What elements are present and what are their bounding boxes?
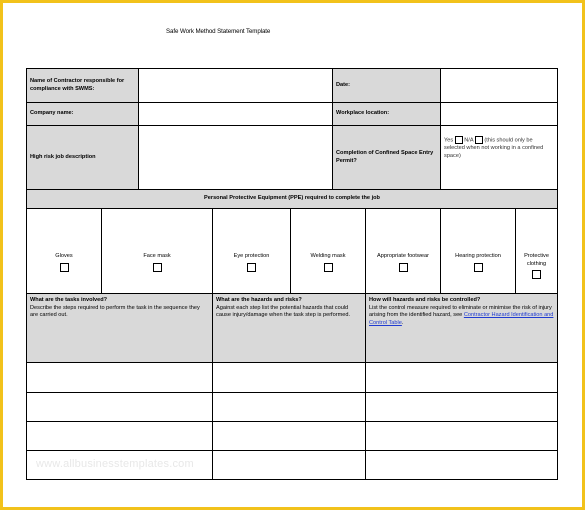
controls-description: [369, 305, 554, 328]
table-row: [27, 422, 558, 451]
tasks-title: What are the tasks involved?: [30, 297, 108, 303]
controls-description-text: List the control measure required to eliminate or minimise the risk of injury arising from the identified hazard, see: [369, 304, 552, 319]
task-cell[interactable]: [27, 363, 213, 393]
task-cell[interactable]: [27, 393, 213, 422]
company-label: Company name:: [27, 103, 139, 126]
workplace-input[interactable]: [441, 103, 558, 126]
control-cell[interactable]: [366, 393, 558, 422]
controls-title: How will hazards and risks be controlled?: [369, 297, 481, 303]
hazard-table-link[interactable]: Contractor Hazard Identification and Control Table: [369, 312, 554, 326]
hazard-cell[interactable]: [213, 393, 366, 422]
hazard-cell[interactable]: [213, 451, 366, 480]
date-input[interactable]: [441, 69, 558, 103]
tasks-description: Describe the steps required to perform the task in the sequence they are carried out.: [30, 304, 200, 319]
hazard-cell[interactable]: [213, 363, 366, 393]
controls-header: [366, 294, 558, 363]
confined-note: (this should only be selected when not working in a confined space): [444, 137, 544, 159]
ppe-header-row: [27, 190, 558, 209]
contractor-row: [27, 69, 558, 103]
ppe-row: [27, 209, 558, 294]
hazards-description: Against each step list the potential hazards that could cause injury/damage when the task step is performed.: [216, 304, 351, 319]
ppe-label: Gloves: [55, 253, 73, 259]
control-cell[interactable]: [366, 422, 558, 451]
job-row: [27, 126, 558, 190]
workplace-label: Workplace location:: [333, 103, 441, 126]
ppe-header: Personal Protective Equipment (PPE) required to complete the job: [27, 190, 558, 209]
confined-label: Completion of Confined Space Entry Permit?: [333, 126, 441, 190]
table-row: [27, 393, 558, 422]
job-input[interactable]: [139, 126, 333, 190]
ppe-face-mask: [102, 209, 213, 294]
welding-mask-checkbox[interactable]: [324, 263, 333, 272]
hearing-protection-checkbox[interactable]: [474, 263, 483, 272]
ppe-gloves: [27, 209, 102, 294]
task-cell[interactable]: [27, 422, 213, 451]
ppe-welding-mask: [291, 209, 366, 294]
ppe-label: Welding mask: [310, 253, 346, 259]
hazard-cell[interactable]: [213, 422, 366, 451]
face-mask-checkbox[interactable]: [153, 263, 162, 272]
ppe-eye-protection: [213, 209, 291, 294]
control-cell[interactable]: [366, 451, 558, 480]
job-label: High risk job description: [27, 126, 139, 190]
table-row: [27, 363, 558, 393]
ppe-label: Appropriate footwear: [377, 253, 429, 259]
hazards-title: What are the hazards and risks?: [216, 297, 302, 303]
confined-answer: [441, 126, 558, 190]
yes-checkbox[interactable]: [455, 136, 463, 144]
ppe-protective-clothing: [516, 209, 558, 294]
ppe-footwear: [366, 209, 441, 294]
company-input[interactable]: [139, 103, 333, 126]
ppe-hearing-protection: [441, 209, 516, 294]
swms-form: [26, 68, 558, 480]
na-label: N/A: [464, 137, 474, 144]
controls-description-end: .: [401, 319, 404, 326]
footwear-checkbox[interactable]: [399, 263, 408, 272]
contractor-label: Name of Contractor responsible for compliance with SWMS:: [27, 69, 139, 103]
company-row: [27, 103, 558, 126]
ppe-label: Protective clothing: [524, 253, 549, 267]
ppe-label: Face mask: [143, 253, 171, 259]
protective-clothing-checkbox[interactable]: [532, 270, 541, 279]
eye-protection-checkbox[interactable]: [247, 263, 256, 272]
date-label: Date:: [333, 69, 441, 103]
yes-label: Yes: [444, 137, 454, 144]
hazards-header: [213, 294, 366, 363]
na-checkbox[interactable]: [475, 136, 483, 144]
gloves-checkbox[interactable]: [60, 263, 69, 272]
tasks-header: [27, 294, 213, 363]
columns-header-row: [27, 294, 558, 363]
ppe-label: Eye protection: [233, 253, 270, 259]
document-title: Safe Work Method Statement Template: [166, 28, 271, 35]
watermark: www.allbusinesstemplates.com: [36, 458, 194, 470]
contractor-input[interactable]: [139, 69, 333, 103]
control-cell[interactable]: [366, 363, 558, 393]
ppe-label: Hearing protection: [455, 253, 501, 259]
